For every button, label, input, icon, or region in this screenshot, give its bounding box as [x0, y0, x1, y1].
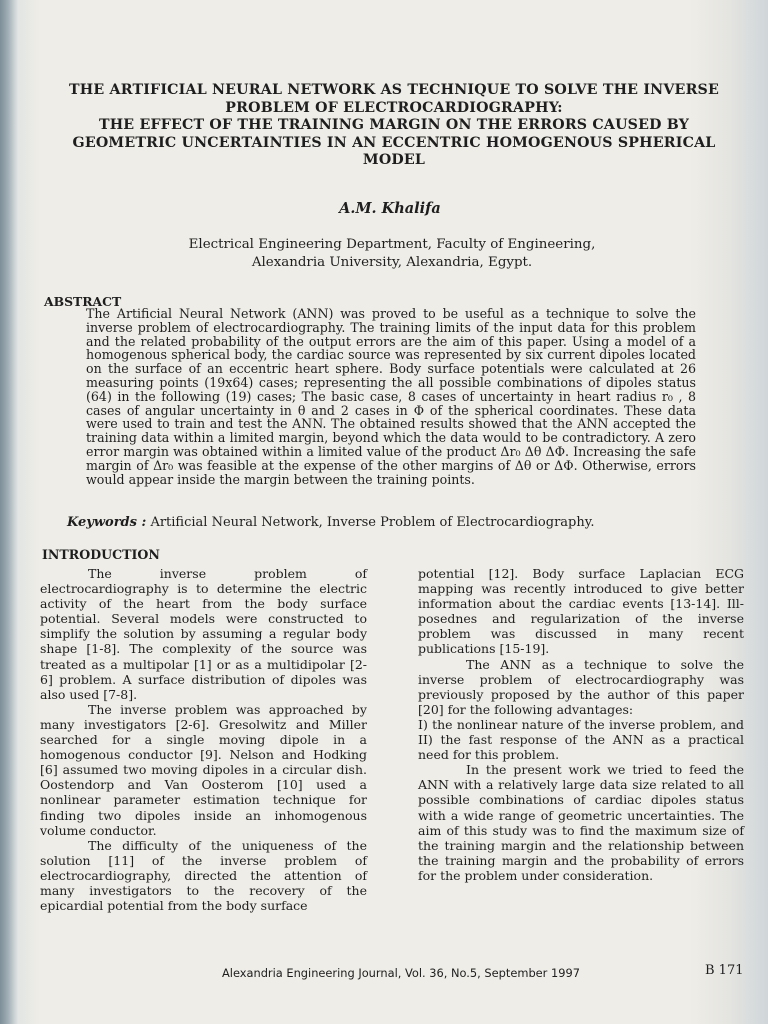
title-line: PROBLEM OF ELECTROCARDIOGRAPHY: — [225, 99, 563, 116]
affiliation — [0, 236, 768, 271]
paragraph: In the present work we tried to feed the ANN with a relatively large data size related to all possible combinations of cardiac dipoles status with a wide range of geometric uncertainties. The aim of this study was to find the maximum size of the training margin and the relationship between the training margin and the probability of errors for the problem under consideration. — [418, 762, 744, 883]
page-number: B 171 — [705, 963, 744, 978]
keywords-label: Keywords : — [67, 515, 147, 530]
abstract-text: The Artificial Neural Network (ANN) was proved to be useful as a technique to solve the inverse problem of electrocardiography. The training limits of the input data for this problem and the related probability of the output errors are the aim of this paper. Using a model of a homogenous spherical body, the cardiac source was represented by six current dipoles located on the surface of an eccentric heart sphere. Body surface potentials were calculated at 26 measuring points (19x64) cases; representing the all possible combinations of dipoles status (64) in the following (19) cases; The basic case, 8 cases of uncertainty in heart radius r₀ , 8 cases of angular uncertainty in θ and 2 cases in Φ of the spherical coordinates. These data were used to train and test the ANN. The obtained results showed that the ANN accepted the training data within a limited margin, beyond which the data would to be contradictory. A zero error margin was obtained within a limited value of the product Δr₀ Δθ ΔΦ. Increasing the safe margin of Δr₀ was feasible at the expense of the other margins of Δθ or ΔΦ. Otherwise, errors would appear inside the margin between the training points. — [86, 306, 696, 487]
left-column — [40, 566, 367, 913]
keywords-text: Artificial Neural Network, Inverse Problem of Electrocardiography. — [150, 515, 595, 530]
journal-footer: Alexandria Engineering Journal, Vol. 36, No.5, September 1997 — [222, 966, 580, 980]
title-line: THE EFFECT OF THE TRAINING MARGIN ON THE ERRORS CAUSED BY — [98, 117, 690, 134]
paragraph: The ANN as a technique to solve the inverse problem of electrocardiography was previously proposed by the author of this paper [20] for the following advantages: — [418, 656, 744, 717]
abstract-heading: ABSTRACT — [44, 294, 122, 309]
paragraph: The inverse problem of electrocardiography is to determine the electric activity of the heart from the body surface potential. Several models were constructed to simplify the solution by assuming a regular body shape [1-8]. The complexity of the source was treated as a multipolar [1] or as a multidipolar [2-6] problem. A surface distribution of dipoles was also used [7-8]. — [40, 566, 367, 702]
author-name: A.M. Khalifa — [339, 200, 441, 217]
paragraph: I) the nonlinear nature of the inverse problem, and II) the fast response of the ANN as a practical need for this problem. — [418, 716, 744, 763]
affiliation-line: Alexandria University, Alexandria, Egypt. — [251, 254, 533, 270]
paragraph: The difficulty of the uniqueness of the solution [11] of the inverse problem of electrocardiography, directed the attention of many investigators to the recovery of the epicardial potential from the body surface — [40, 837, 367, 914]
title-line: THE ARTIFICIAL NEURAL NETWORK AS TECHNIQUE TO SOLVE THE INVERSE — [68, 82, 720, 98]
introduction-heading: INTRODUCTION — [42, 547, 160, 562]
binding-shadow — [0, 0, 18, 1024]
paragraph: potential [12]. Body surface Laplacian ECG mapping was recently introduced to give better information about the cardiac events [13-14]. Ill-posednes and regularization of the inverse problem was discussed in many recent publications [15-19]. — [418, 566, 744, 657]
right-column — [418, 566, 744, 883]
title-line: MODEL — [362, 152, 426, 169]
affiliation-line: Electrical Engineering Department, Faculty of Engineering, — [188, 237, 596, 252]
title-line: GEOMETRIC UNCERTAINTIES IN AN ECCENTRIC HOMOGENOUS SPHERICAL — [72, 134, 716, 151]
paragraph: The inverse problem was approached by many investigators [2-6]. Gresolwitz and Miller searched for a single moving dipole in a homogenous conductor [9]. Nelson and Hodking [6] assumed two moving dipoles in a circular dish. Oostendorp and Van Oosterom [10] used a nonlinear parameter estimation technique for finding two dipoles inside an inhomogenous volume conductor. — [40, 701, 367, 838]
keywords — [67, 515, 595, 530]
paper-title — [40, 82, 748, 170]
